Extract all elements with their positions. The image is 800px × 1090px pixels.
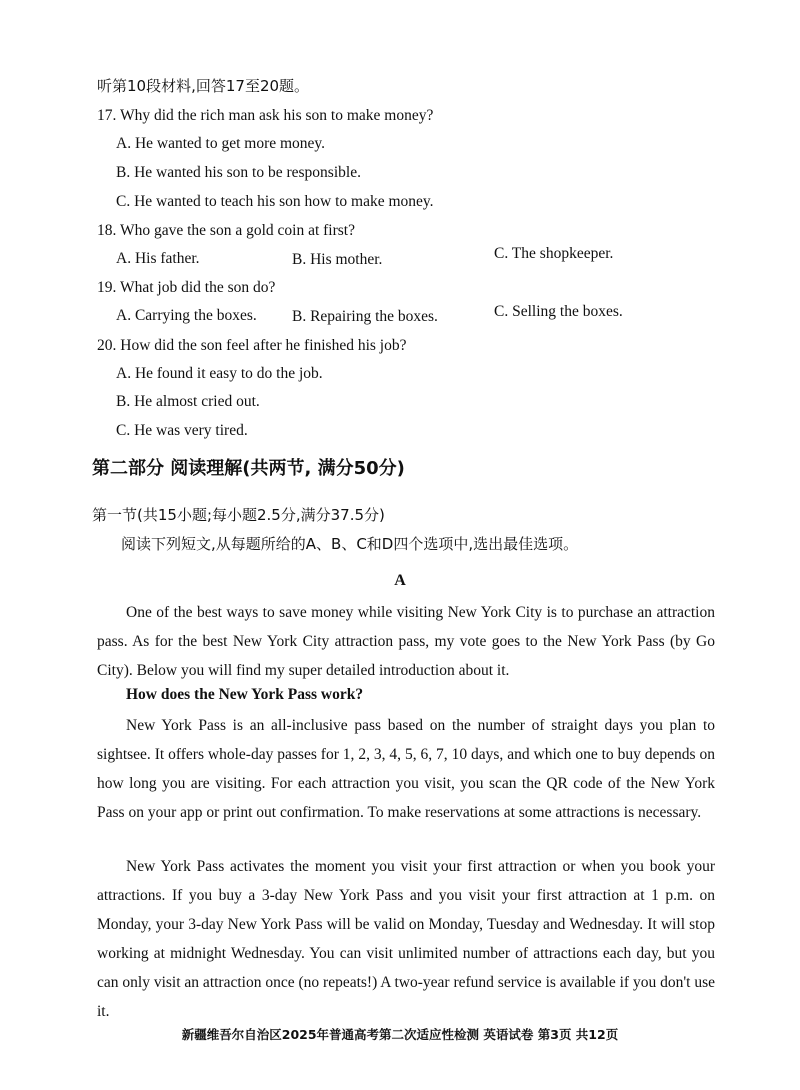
part-two-title: 第二部分 阅读理解(共两节, 满分50分) [92,458,405,479]
passage-paragraph-1: One of the best ways to save money while visiting New York City is to purchase an attraction pass. As for the best New York City attraction pass, my vote goes to the New York Pass (by Go City). Below you will find my super detailed introduction about it. [97,604,715,679]
question-17-option-a: A. He wanted to get more money. [116,135,326,152]
reading-instruction: 阅读下列短文,从每题所给的A、B、C和D四个选项中,选出最佳选项。 [121,535,579,553]
question-17-option-b: B. He wanted his son to be responsible. [116,164,361,181]
question-20-option-a: A. He found it easy to do the job. [116,365,323,382]
section-one-title: 第一节(共15小题;每小题2.5分,满分37.5分) [92,506,385,524]
listening-section-intro: 听第10段材料,回答17至20题。 [97,77,310,95]
question-20-option-b: B. He almost cried out. [116,393,260,410]
passage-paragraph-2: New York Pass is an all-inclusive pass based on the number of straight days you plan to sightsee. It offers whole-day passes for 1, 2, 3, 4, 5, 6, 7, 10 days, and which one to buy depends on how long you are visiting. For each attraction you visit, you scan the QR code of the New York Pass on your app or print out confirmation. To make reservations at some attractions is necessary. [97,717,715,821]
passage-paragraph-3: New York Pass activates the moment you visit your first attraction or when you book your attractions. If you buy a 3-day New York Pass and you visit your first attraction at 1 p.m. on Monday, your 3-day New York Pass will be valid on Monday, Tuesday and Wednesday. It will stop working at midnight Wednesday. You can visit unlimited number of attractions each day, but you can only visit an attraction once (no repeats!) A two-year refund service is available if you don't use it. [97,858,715,1020]
question-18-option-c: C. The shopkeeper. [494,245,614,262]
question-20: 20. How did the son feel after he finished his job? [97,337,407,354]
question-19: 19. What job did the son do? [97,279,276,296]
question-17: 17. Why did the rich man ask his son to make money? [97,107,434,124]
passage-letter: A [394,572,406,589]
question-17-option-c: C. He wanted to teach his son how to make money. [116,193,434,210]
question-19-option-c: C. Selling the boxes. [494,303,623,320]
question-18-option-b: B. His mother. [292,251,383,268]
question-18-option-a: A. His father. [116,250,200,267]
question-19-option-b: B. Repairing the boxes. [292,308,438,325]
question-18: 18. Who gave the son a gold coin at first? [97,222,355,239]
question-20-option-c: C. He was very tired. [116,422,248,439]
question-19-option-a: A. Carrying the boxes. [116,307,257,324]
page-footer: 新疆维吾尔自治区2025年普通高考第二次适应性检测 英语试卷 第3页 共12页 [181,1027,619,1042]
passage-subheading: How does the New York Pass work? [126,686,364,703]
